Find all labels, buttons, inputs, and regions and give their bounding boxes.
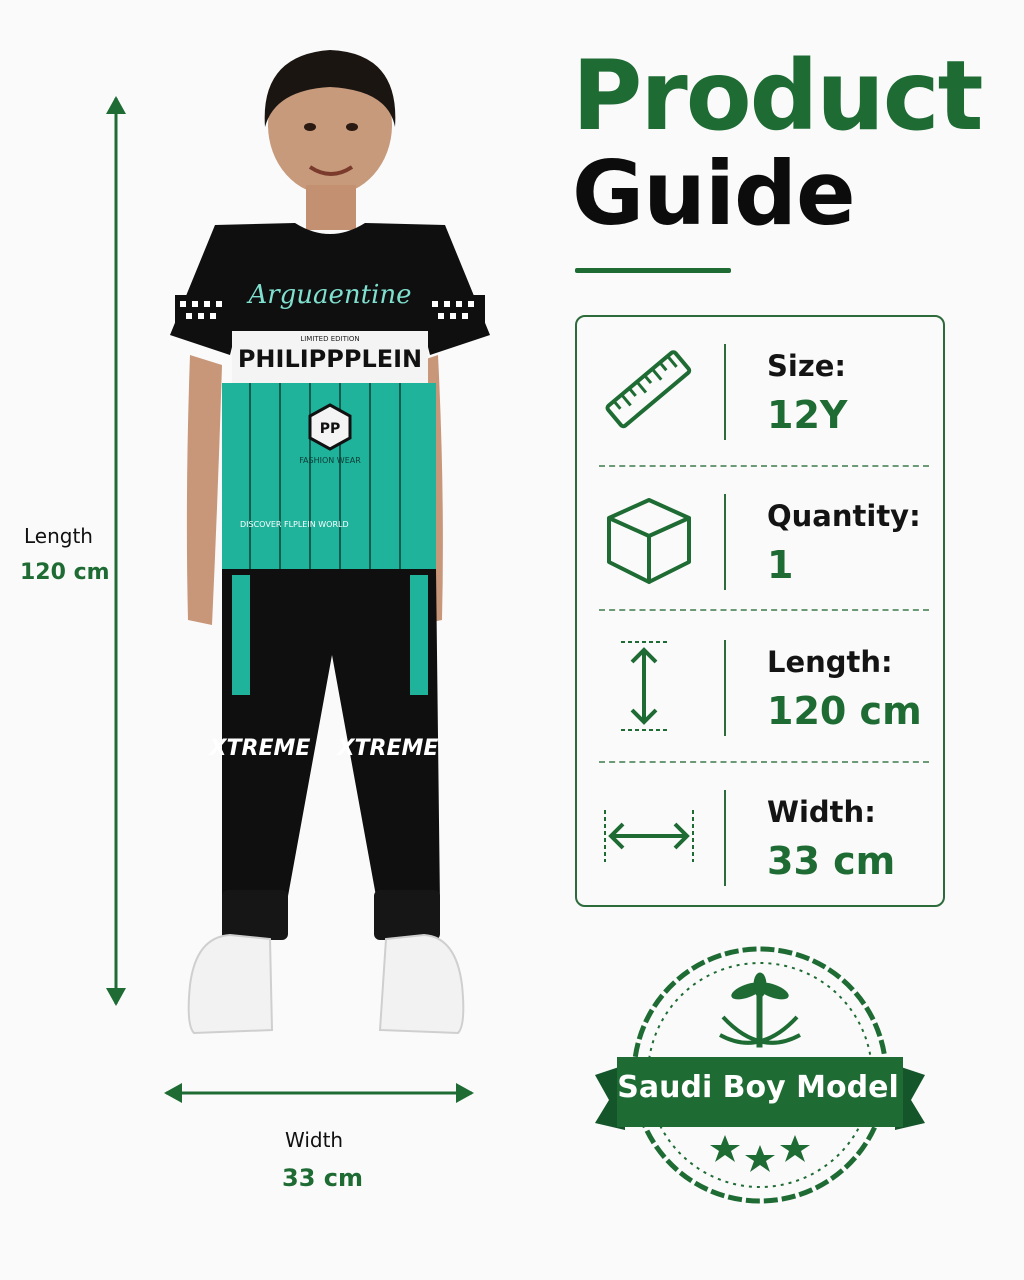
shirt-bottom-text: DISCOVER FLPLEIN WORLD (240, 520, 349, 529)
row-divider (724, 790, 726, 886)
width-arrow (162, 1078, 476, 1108)
shirt-brand-text: PHILIPPPLEIN (237, 345, 423, 373)
right-shoe (380, 935, 463, 1033)
model-figure (160, 35, 500, 1045)
model-left-arm (187, 355, 222, 625)
shirt-sub-text: FASHION WEAR (299, 456, 361, 465)
quantity-label: Quantity: (767, 499, 921, 533)
badge-label: Saudi Boy Model (617, 1070, 899, 1105)
width-measure-value: 33 cm (282, 1164, 363, 1192)
guide-title-line1: Product (572, 40, 982, 152)
left-shoe (189, 935, 272, 1033)
ruler-icon (601, 342, 697, 438)
shirt-edition-text: LIMITED EDITION (300, 335, 360, 343)
svg-text:PP: PP (319, 421, 341, 437)
width-row (577, 763, 943, 911)
shirt-script-text: Arguaentine (248, 280, 412, 310)
title-underline (575, 268, 731, 273)
row-divider (724, 344, 726, 440)
dashed-divider (599, 609, 929, 611)
length-measure-label: Length (24, 524, 93, 548)
vertical-arrow-icon (601, 638, 697, 734)
row-divider (724, 494, 726, 590)
box-icon (601, 492, 697, 588)
size-label: Size: (767, 349, 846, 383)
quantity-row (577, 467, 943, 615)
width-measure-label: Width (285, 1128, 344, 1152)
horizontal-arrow-icon (601, 788, 697, 884)
quantity-value: 1 (767, 543, 794, 587)
length-row (577, 613, 943, 761)
guide-title-line2: Guide (572, 142, 855, 245)
length-measure-value: 120 cm (20, 560, 110, 585)
length-value: 120 cm (767, 689, 922, 733)
product-guide-card (575, 315, 945, 907)
size-value: 12Y (767, 393, 848, 437)
pants-text-right: XTREME (337, 736, 439, 761)
pants-text-left: XTREME (209, 736, 311, 761)
length-arrow (98, 94, 134, 1008)
width-label: Width: (767, 795, 876, 829)
size-row (577, 317, 943, 465)
row-divider (724, 640, 726, 736)
length-label: Length: (767, 645, 893, 679)
width-value: 33 cm (767, 839, 896, 883)
